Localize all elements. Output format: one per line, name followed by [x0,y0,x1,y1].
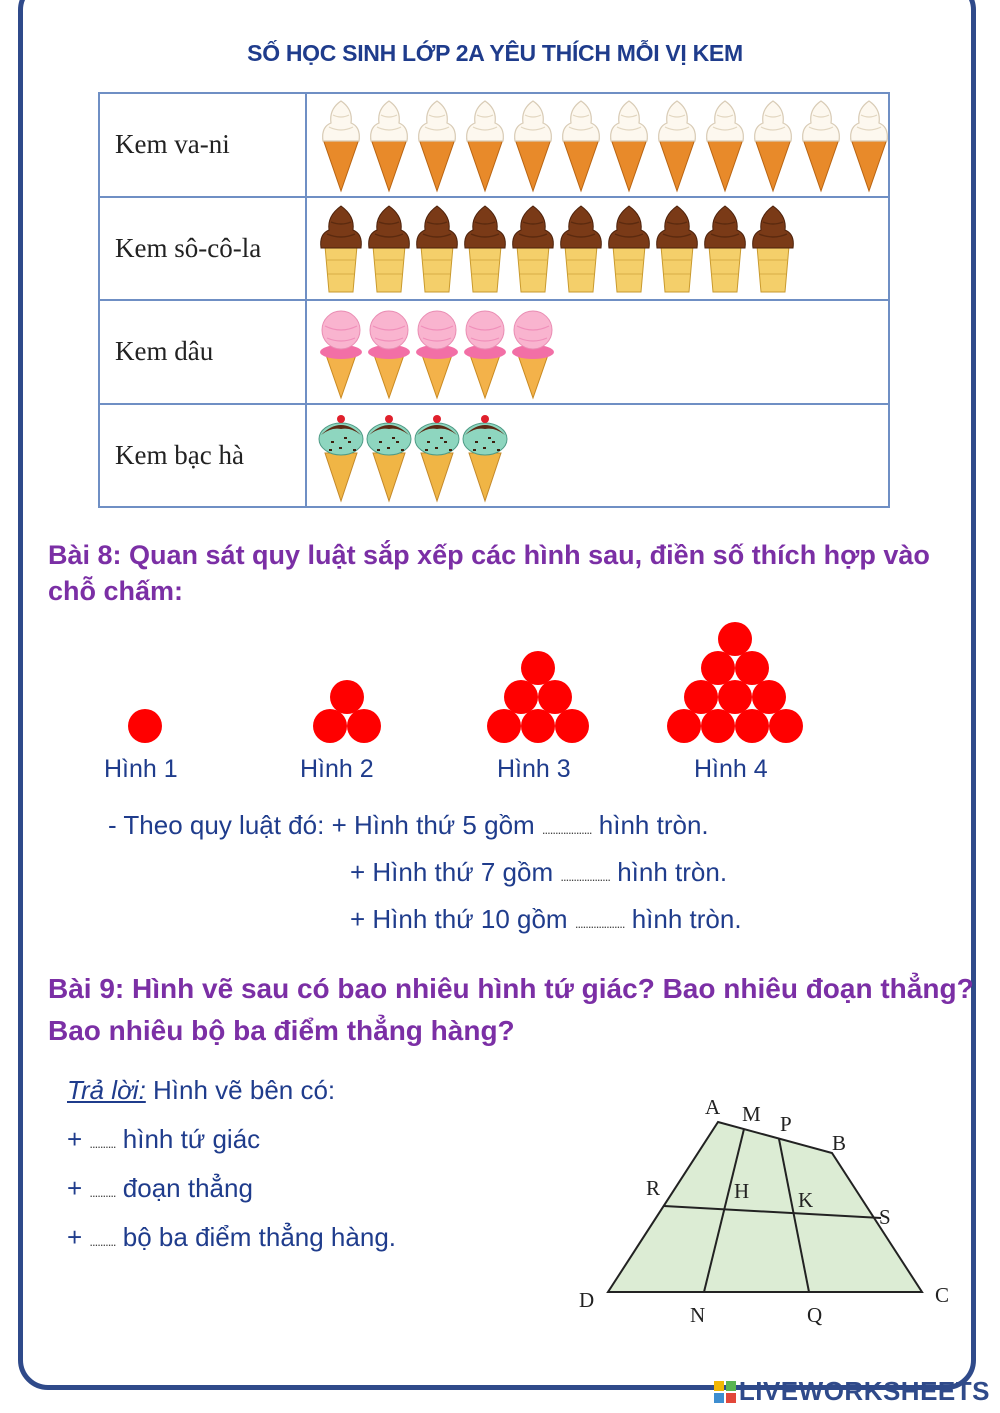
point-label-n: N [690,1303,706,1327]
row-label-strawberry: Kem dâu [99,300,306,404]
q3-prefix: + Hình thứ 10 gồm [350,904,568,934]
shape-label-2: Hình 2 [300,755,374,783]
vanilla-cone-icon [701,97,749,193]
answer-text-3: bộ ba điểm thẳng hàng. [122,1222,396,1252]
vanilla-cone-icon [797,97,845,193]
vanilla-cone-icon [461,97,509,193]
answer-item-3 [67,1222,396,1253]
q3-blank[interactable]: ................... [574,916,625,931]
point-label-b: B [832,1131,847,1155]
chocolate-cone-icon [317,200,365,296]
point-label-m: M [742,1102,761,1126]
answer-text-2: đoạn thẳng [122,1173,253,1203]
plus-sign: + [67,1173,83,1203]
vanilla-cone-icon [365,97,413,193]
shape-label-3: Hình 3 [497,755,571,783]
vanilla-cone-icon [557,97,605,193]
plus-sign: + [67,1124,83,1154]
rule-line-2 [350,857,727,888]
vanilla-cone-icon [413,97,461,193]
point-label-r: R [646,1176,661,1200]
geometry-figure [560,1090,960,1340]
table-row [99,197,889,301]
q2-prefix: + Hình thứ 7 gồm [350,857,554,887]
vanilla-cone-icon [317,97,365,193]
table-row [99,300,889,404]
rule-intro: - Theo quy luật đó: [108,810,325,840]
chocolate-cone-icon [461,200,509,296]
strawberry-cone-icon [509,304,557,400]
strawberry-cone-icon [365,304,413,400]
point-label-s: S [879,1205,891,1229]
q1-prefix: + Hình thứ 5 gồm [331,810,535,840]
point-label-a: A [705,1095,721,1119]
vanilla-cone-icon [653,97,701,193]
point-label-k: K [798,1188,814,1212]
chocolate-cones [307,200,888,296]
answer-item-1 [67,1124,260,1155]
mint-cone-icon [461,407,509,503]
answer-intro-line [67,1075,335,1106]
q1-suffix: hình tròn. [598,810,709,840]
shape-label-1: Hình 1 [104,755,178,783]
row-label-mint: Kem bạc hà [99,404,306,508]
strawberry-cone-icon [413,304,461,400]
mint-cone-icon [317,407,365,503]
point-label-h: H [734,1179,750,1203]
strawberry-cone-icon [461,304,509,400]
point-label-c: C [935,1283,950,1307]
q1-blank[interactable]: ................... [541,822,592,837]
vanilla-cone-icon [749,97,797,193]
bai9-title: Bài 9: Hình vẽ sau có bao nhiêu hình tứ giác? Bao nhiêu đoạn thẳng? Bao nhiêu bộ ba điểm thẳng hàng? [48,973,974,1046]
vanilla-cones [307,97,888,193]
shape-label-4: Hình 4 [694,755,768,783]
vanilla-cone-icon [845,97,893,193]
q2-blank[interactable]: ................... [560,869,610,884]
row-label-chocolate: Kem sô-cô-la [99,197,306,301]
point-label-p: P [780,1112,792,1136]
bai8-title: Bài 8: Quan sát quy luật sắp xếp các hình sau, điền số thích hợp vào chỗ chấm: [48,540,930,606]
rule-line-3 [350,904,742,935]
q3-suffix: hình tròn. [631,904,742,934]
row-label-vanilla: Kem va-ni [99,93,306,197]
rule-line-1 [108,810,709,841]
strawberry-cone-icon [317,304,365,400]
chocolate-cone-icon [701,200,749,296]
pictograph-table [98,92,890,508]
chocolate-cone-icon [605,200,653,296]
answer-blank-3[interactable]: .......... [89,1234,116,1249]
liveworksheets-icon [714,1381,736,1403]
mint-cone-icon [365,407,413,503]
brand-logo[interactable] [714,1376,990,1407]
chocolate-cone-icon [653,200,701,296]
table-row [99,93,889,197]
point-label-d: D [579,1288,595,1312]
strawberry-cones [307,304,888,400]
answer-blank-1[interactable]: .......... [89,1136,116,1151]
trapezoid-fill [608,1122,922,1292]
chocolate-cone-icon [557,200,605,296]
chocolate-cone-icon [413,200,461,296]
plus-sign: + [67,1222,83,1252]
vanilla-cone-icon [509,97,557,193]
answer-blank-2[interactable]: .......... [89,1185,116,1200]
q2-suffix: hình tròn. [617,857,728,887]
answer-label: Trả lời: [67,1075,146,1105]
chocolate-cone-icon [365,200,413,296]
answer-item-2 [67,1173,253,1204]
answer-text-1: hình tứ giác [122,1124,261,1154]
vanilla-cone-icon [605,97,653,193]
chocolate-cone-icon [749,200,797,296]
table-row [99,404,889,508]
mint-cone-icon [413,407,461,503]
chart-title: SỐ HỌC SINH LỚP 2A YÊU THÍCH MỖI VỊ KEM [247,40,743,66]
point-label-q: Q [807,1303,823,1327]
answer-intro: Hình vẽ bên có: [153,1075,336,1105]
chocolate-cone-icon [509,200,557,296]
mint-cones [307,407,888,503]
brand-text: LIVEWORKSHEETS [738,1376,990,1406]
